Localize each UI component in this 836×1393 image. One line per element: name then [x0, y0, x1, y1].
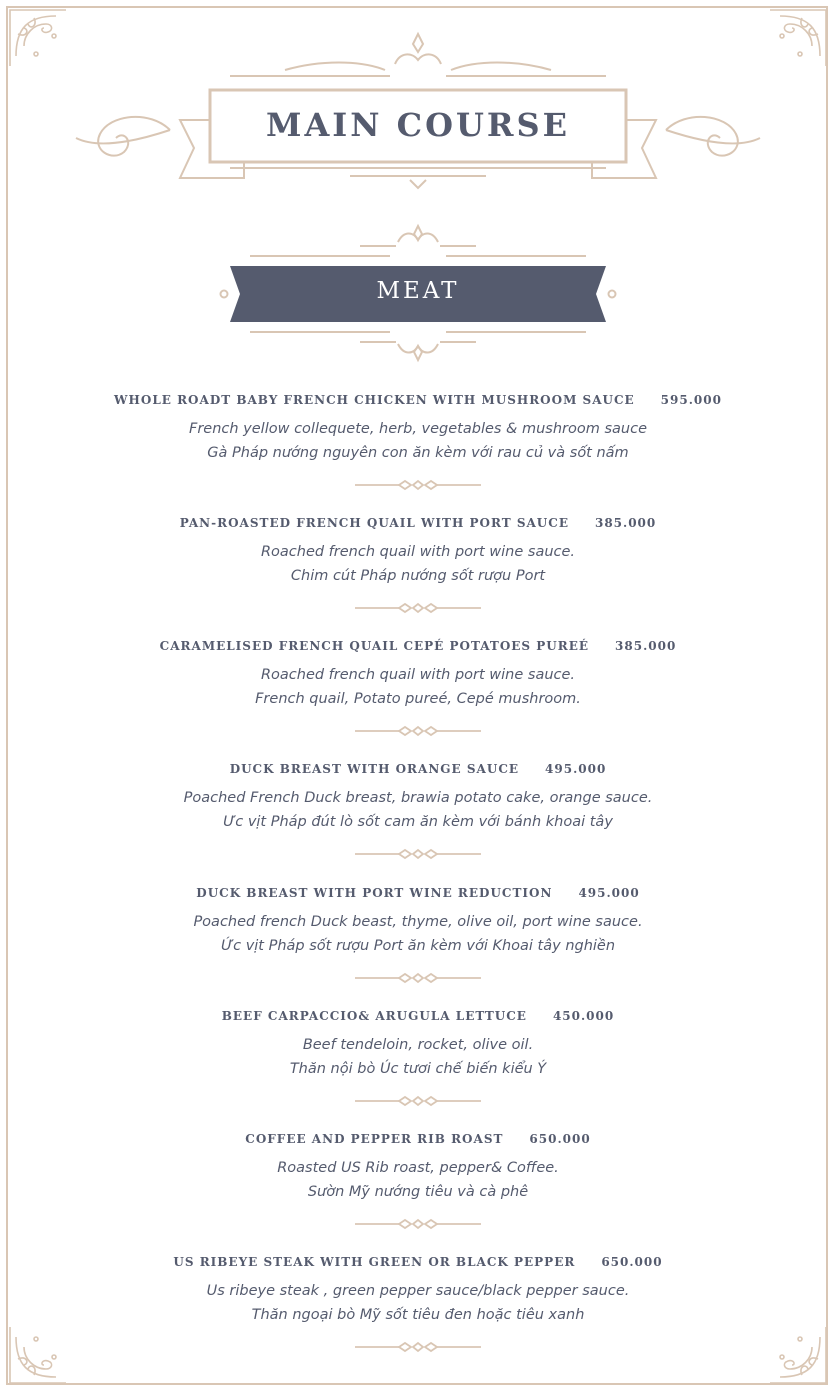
divider-ornament-icon: [355, 724, 481, 738]
dish-description-en: Us ribeye steak , green pepper sauce/black pepper sauce.: [206, 1283, 630, 1299]
list-item: [0, 629, 836, 738]
dish-title: [0, 999, 836, 1033]
dish-description-en: French yellow collequete, herb, vegetables & mushroom sauce: [189, 421, 647, 437]
dish-description-vi: Ưc vịt Pháp đút lò sốt cam ăn kèm với bánh khoai tây: [223, 814, 613, 830]
dish-description-en: Poached french Duck beast, thyme, olive oil, port wine sauce.: [193, 914, 643, 930]
dish-description-en: Roasted US Rib roast, pepper& Coffee.: [277, 1160, 559, 1176]
list-item: [0, 999, 836, 1108]
dish-description-vi: Thăn nội bò Úc tươi chế biến kiểu Ý: [289, 1061, 547, 1077]
list-item: [0, 383, 836, 492]
divider-ornament-icon: [355, 601, 481, 615]
page-title: MAIN COURSE: [266, 106, 570, 144]
dish-description-vi: Gà Pháp nướng nguyên con ăn kèm với rau củ và sốt nấm: [207, 445, 629, 461]
dish-name: WHOLE ROADT BABY FRENCH CHICKEN WITH MUSHROOM SAUCE: [114, 393, 635, 407]
dish-title: [0, 506, 836, 540]
dish-description-vi: Ức vịt Pháp sốt rượu Port ăn kèm với Khoai tây nghiền: [220, 938, 616, 954]
list-item: [0, 1245, 836, 1354]
dish-description-en: Roached french quail with port wine sauce.: [260, 544, 576, 560]
dish-price: 495.000: [545, 762, 607, 776]
dish-title: [0, 876, 836, 910]
divider-ornament-icon: [355, 478, 481, 492]
dish-price: 450.000: [552, 1009, 615, 1023]
dish-price: 595.000: [660, 393, 722, 407]
divider-ornament-icon: [355, 1094, 481, 1108]
section-heading: MEAT: [376, 278, 460, 304]
dish-description-vi: Chim cút Pháp nướng sốt rượu Port: [290, 568, 546, 584]
dish-description-en: Poached French Duck breast, brawia potato cake, orange sauce.: [183, 790, 653, 806]
dish-name: DUCK BREAST WITH ORANGE SAUCE: [229, 762, 520, 776]
dish-price: 650.000: [601, 1255, 663, 1269]
list-item: [0, 506, 836, 615]
dish-description-vi: French quail, Potato pureé, Cepé mushroom.: [255, 691, 581, 707]
divider-ornament-icon: [355, 1340, 481, 1354]
dish-name: US RIBEYE STEAK WITH GREEN OR BLACK PEPPER: [173, 1255, 576, 1269]
dish-name: CARAMELISED FRENCH QUAIL CEPÉ POTATOES PUREÉ: [159, 639, 590, 653]
divider-ornament-icon: [355, 971, 481, 985]
dish-price: 385.000: [594, 516, 657, 530]
dish-price: 385.000: [615, 639, 677, 653]
list-item: [0, 1122, 836, 1231]
dish-title: [0, 629, 836, 663]
divider-ornament-icon: [355, 1217, 481, 1231]
dish-description-vi: Thăn ngoại bò Mỹ sốt tiêu đen hoặc tiêu xanh: [251, 1307, 585, 1323]
dish-description-vi: Sườn Mỹ nướng tiêu và cà phê: [307, 1184, 529, 1200]
dish-name: DUCK BREAST WITH PORT WINE REDUCTION: [196, 886, 553, 900]
dish-title: [0, 752, 836, 786]
divider-ornament-icon: [355, 847, 481, 861]
list-item: [0, 752, 836, 861]
dish-name: BEEF CARPACCIO& ARUGULA LETTUCE: [221, 1009, 527, 1023]
list-item: [0, 876, 836, 985]
dish-price: 495.000: [578, 886, 640, 900]
dish-price: 650.000: [529, 1132, 591, 1146]
dish-title: [0, 1122, 836, 1156]
dish-title: [0, 383, 836, 417]
dish-description-en: Roached french quail with port wine sauce.: [260, 667, 576, 683]
dish-description-en: Beef tendeloin, rocket, olive oil.: [302, 1037, 534, 1053]
dish-title: [0, 1245, 836, 1279]
dish-name: COFFEE AND PEPPER RIB ROAST: [245, 1132, 504, 1146]
dish-name: PAN-ROASTED FRENCH QUAIL WITH PORT SAUCE: [179, 516, 569, 530]
